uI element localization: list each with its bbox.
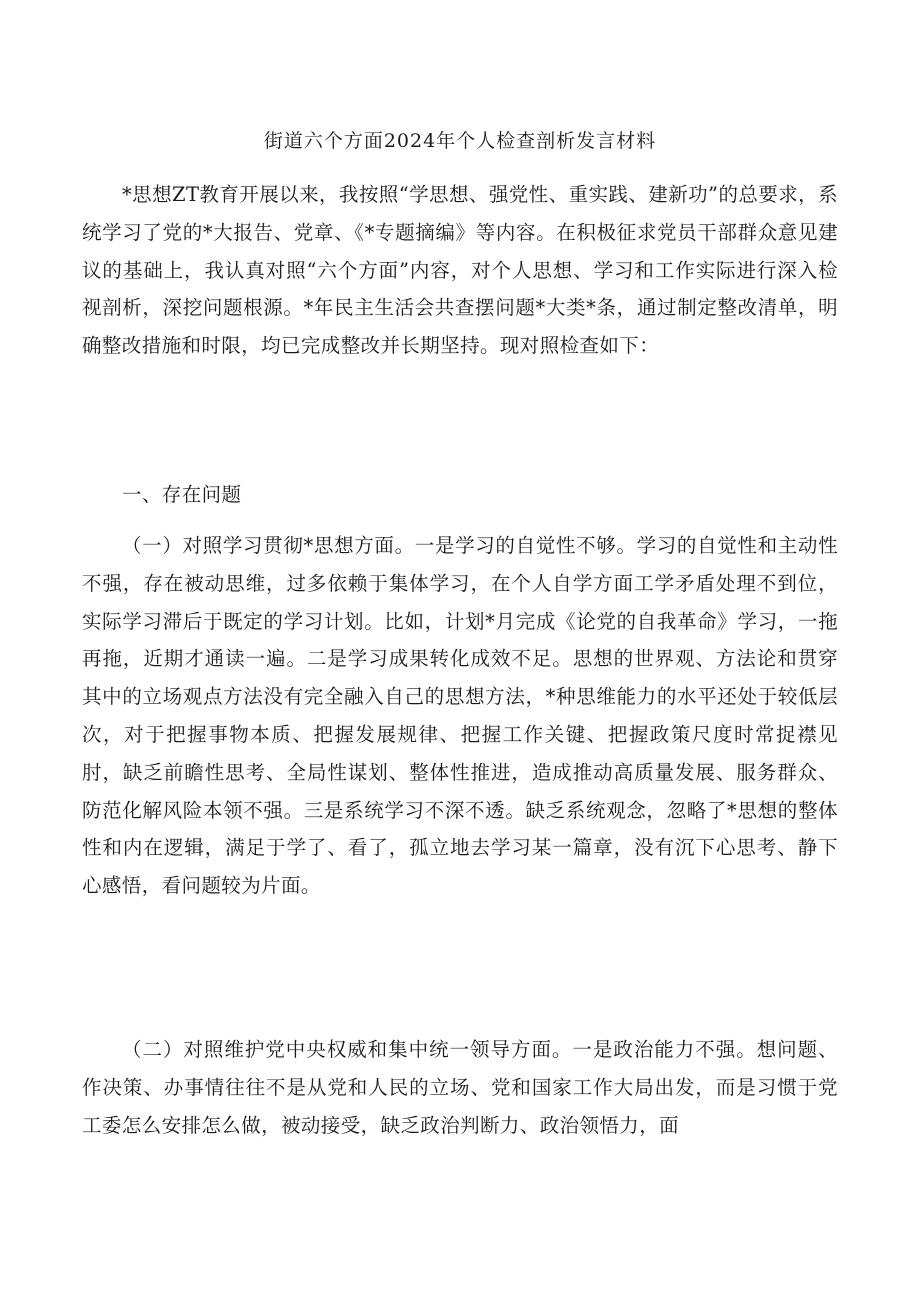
section-heading: 一、存在问题 xyxy=(122,483,242,506)
body-paragraph-2: （二）对照维护党中央权威和集中统一领导方面。一是政治能力不强。想问题、作决策、办事情往往不是从党和人民的立场、党和国家工作大局出发，而是习惯于党工委怎么安排怎么做，被动接受，缺乏政治判断力、政治领悟力，面 xyxy=(82,1038,838,1137)
body-paragraph-1: （一）对照学习贯彻*思想方面。一是学习的自觉性不够。学习的自觉性和主动性不强，存在被动思维，过多依赖于集体学习，在个人自学方面工学矛盾处理不到位，实际学习滞后于既定的学习计划。比如，计划*月完成《论党的自我革命》学习，一拖再拖，近期才通读一遍。二是学习成果转化成效不足。思想的世界观、方法论和贯穿其中的立场观点方法没有完全融入自己的思想方法，*种思维能力的水平还处于较低层次，对于把握事物本质、把握发展规律、把握工作关键、把握政策尺度时常捉襟见肘，缺乏前瞻性思考、全局性谋划、整体性推进，造成推动高质量发展、服务群众、防范化解风险本领不强。三是系统学习不深不透。缺乏系统观念，忽略了*思想的整体性和内在逻辑，满足于学了、看了，孤立地去学习某一篇章，没有沉下心思考、静下心感悟，看问题较为片面。 xyxy=(82,534,838,898)
intro-paragraph: *思想ZT教育开展以来，我按照“学思想、强党性、重实践、建新功”的总要求，系统学习了党的*大报告、党章、《*专题摘编》等内容。在积极征求党员干部群众意见建议的基础上，我认真对照“六个方面”内容，对个人思想、学习和工作实际进行深入检视剖析，深挖问题根源。*年民主生活会共查摆问题*大类*条，通过制定整改清单，明确整改措施和时限，均已完成整改并长期坚持。现对照检查如下： xyxy=(82,183,838,358)
document-title: 街道六个方面2024年个人检查剖析发言材料 xyxy=(263,130,657,152)
